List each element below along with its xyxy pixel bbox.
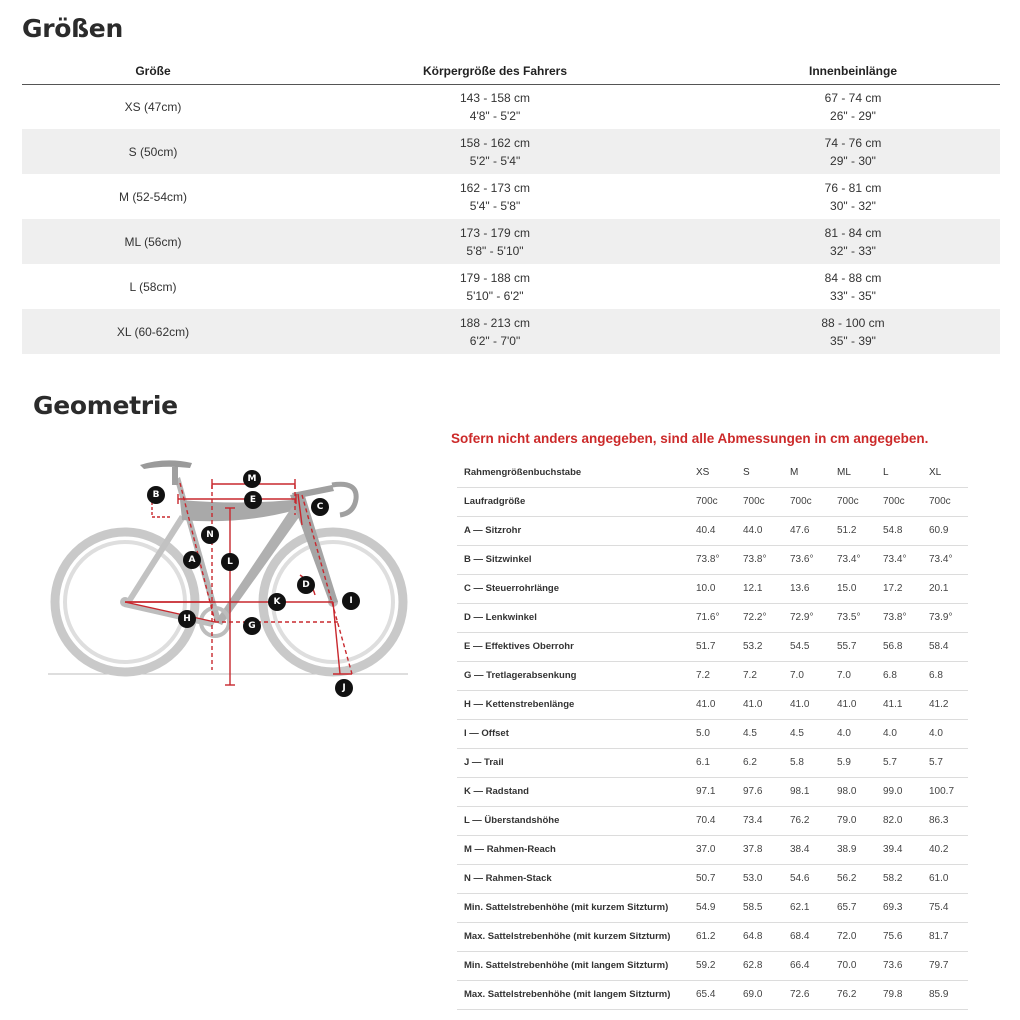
geometry-value: 4.0 — [876, 719, 922, 748]
geometry-row — [457, 893, 968, 922]
geometry-value: 60.9 — [922, 516, 968, 545]
geometry-value: 98.1 — [783, 777, 830, 806]
inseam-cm: 81 - 84 cm — [824, 225, 882, 240]
geometry-value: 41.2 — [922, 690, 968, 719]
inseam-cell — [706, 84, 1000, 129]
geometry-value: 58.5 — [736, 893, 783, 922]
geometry-value: 53.0 — [736, 864, 783, 893]
geometry-value: 58.2 — [876, 864, 922, 893]
marker-k — [268, 593, 286, 611]
size-cell: XL (60-62cm) — [22, 309, 284, 354]
geometry-value: 700c — [922, 487, 968, 516]
geometry-value: 73.4° — [922, 545, 968, 574]
geometry-value: 73.4 — [736, 806, 783, 835]
geometry-value: 700c — [689, 487, 736, 516]
geometry-value: 700c — [876, 487, 922, 516]
height-cm: 143 - 158 cm — [459, 90, 531, 105]
geometry-row — [457, 690, 968, 719]
geometry-value: 5.9 — [830, 748, 876, 777]
geometry-value: 37.0 — [689, 835, 736, 864]
svg-text:E: E — [249, 495, 257, 505]
geometry-value: 6.2 — [736, 748, 783, 777]
geometry-value: 20.1 — [922, 574, 968, 603]
geometry-row — [457, 719, 968, 748]
geometry-label: Max. Sattelstrebenhöhe (mit kurzem Sitzturm) — [457, 922, 689, 951]
geometry-value: 97.1 — [689, 777, 736, 806]
geometry-label: Max. Sattelstrebenhöhe (mit langem Sitzturm) — [457, 980, 689, 1009]
geometry-label: M — Rahmen-Reach — [457, 835, 689, 864]
inseam-cell — [706, 264, 1000, 309]
geometry-row — [457, 806, 968, 835]
geometry-value: 4.5 — [736, 719, 783, 748]
inseam-in: 30" - 32" — [830, 198, 876, 213]
marker-a — [183, 551, 201, 569]
svg-text:D: D — [302, 580, 310, 590]
svg-text:H: H — [183, 614, 191, 624]
geometry-value: 68.4 — [783, 922, 830, 951]
geometry-value: 73.8° — [876, 603, 922, 632]
geometry-label: K — Radstand — [457, 777, 689, 806]
geometry-label: Min. Sattelstrebenhöhe (mit langem Sitzturm) — [457, 951, 689, 980]
geometry-value: 39.4 — [876, 835, 922, 864]
rider-height-cell — [284, 84, 706, 129]
header-rider-height: Körpergröße des Fahrers — [284, 58, 706, 84]
geometry-value: 5.0 — [689, 719, 736, 748]
inseam-cell — [706, 129, 1000, 174]
height-in: 5'8" - 5'10" — [466, 243, 524, 258]
geometry-value: 81.7 — [922, 922, 968, 951]
geometry-value: 40.2 — [922, 835, 968, 864]
geometry-row — [457, 951, 968, 980]
inseam-cell — [706, 219, 1000, 264]
size-col-m: M — [783, 458, 830, 487]
geometry-value: 7.0 — [783, 661, 830, 690]
geometry-value: 50.7 — [689, 864, 736, 893]
geometry-value: 54.9 — [689, 893, 736, 922]
inseam-in: 26" - 29" — [830, 108, 876, 123]
header-size: Größe — [22, 58, 284, 84]
height-cm: 162 - 173 cm — [459, 180, 531, 195]
geometry-row — [457, 748, 968, 777]
geometry-row — [457, 835, 968, 864]
height-in: 5'2" - 5'4" — [469, 153, 521, 168]
geometry-value: 5.7 — [876, 748, 922, 777]
geometry-label: L — Überstandshöhe — [457, 806, 689, 835]
header-inseam: Innenbeinlänge — [706, 58, 1000, 84]
height-cm: 158 - 162 cm — [459, 135, 531, 150]
geometry-label: E — Effektives Oberrohr — [457, 632, 689, 661]
geometry-value: 73.4° — [830, 545, 876, 574]
geometry-value: 62.8 — [736, 951, 783, 980]
geometry-value: 73.8° — [689, 545, 736, 574]
geometry-row — [457, 632, 968, 661]
geometry-value: 38.9 — [830, 835, 876, 864]
geometry-value: 97.6 — [736, 777, 783, 806]
geometry-value: 41.1 — [876, 690, 922, 719]
geometry-value: 55.7 — [830, 632, 876, 661]
geometry-row — [457, 777, 968, 806]
size-cell: S (50cm) — [22, 129, 284, 174]
geometry-row — [457, 922, 968, 951]
geometry-value: 70.0 — [830, 951, 876, 980]
geometry-value: 73.8° — [736, 545, 783, 574]
geometry-value: 72.6 — [783, 980, 830, 1009]
geometry-value: 7.0 — [830, 661, 876, 690]
frame-size-label: Rahmengrößenbuchstabe — [457, 458, 689, 487]
rider-height-cell — [284, 174, 706, 219]
inseam-cm: 74 - 76 cm — [824, 135, 882, 150]
geometry-value: 51.7 — [689, 632, 736, 661]
size-table-header — [22, 58, 1000, 84]
size-row — [22, 84, 1000, 129]
svg-text:L: L — [227, 557, 233, 567]
height-cm: 173 - 179 cm — [459, 225, 531, 240]
geometry-value: 38.4 — [783, 835, 830, 864]
size-row — [22, 129, 1000, 174]
geometry-value: 4.5 — [783, 719, 830, 748]
geometry-value: 54.8 — [876, 516, 922, 545]
geometry-value: 73.6° — [783, 545, 830, 574]
geometry-value: 75.4 — [922, 893, 968, 922]
inseam-in: 29" - 30" — [830, 153, 876, 168]
geometry-value: 85.9 — [922, 980, 968, 1009]
marker-j — [335, 679, 353, 697]
svg-text:B: B — [152, 490, 160, 500]
size-cell: M (52-54cm) — [118, 189, 187, 204]
geometry-value: 6.8 — [922, 661, 968, 690]
geometry-value: 65.4 — [689, 980, 736, 1009]
geometry-value: 700c — [736, 487, 783, 516]
svg-text:N: N — [206, 530, 214, 540]
geometry-value: 41.0 — [689, 690, 736, 719]
marker-l — [221, 553, 239, 571]
geometry-value: 41.0 — [783, 690, 830, 719]
height-in: 4'8" - 5'2" — [469, 108, 521, 123]
geometry-label: B — Sitzwinkel — [457, 545, 689, 574]
geometry-label: A — Sitzrohr — [457, 516, 689, 545]
geometry-value: 700c — [830, 487, 876, 516]
geometry-value: 72.0 — [830, 922, 876, 951]
geometry-value: 7.2 — [689, 661, 736, 690]
svg-text:I: I — [349, 596, 353, 606]
geometry-title: Geometrie — [33, 391, 178, 420]
marker-d — [297, 576, 315, 594]
geometry-value: 12.1 — [736, 574, 783, 603]
size-col-s: S — [736, 458, 783, 487]
geometry-value: 44.0 — [736, 516, 783, 545]
inseam-cm: 67 - 74 cm — [824, 90, 882, 105]
geometry-label: Min. Sattelstrebenhöhe (mit kurzem Sitzturm) — [457, 893, 689, 922]
geometry-value: 82.0 — [876, 806, 922, 835]
geometry-value: 6.8 — [876, 661, 922, 690]
geometry-value: 53.2 — [736, 632, 783, 661]
svg-text:M: M — [247, 474, 257, 484]
geometry-value: 79.8 — [876, 980, 922, 1009]
geometry-value: 5.8 — [783, 748, 830, 777]
size-table — [22, 58, 1000, 354]
inseam-in: 32" - 33" — [830, 243, 876, 258]
rider-height-cell — [284, 309, 706, 354]
geometry-value: 56.8 — [876, 632, 922, 661]
geometry-value: 73.5° — [830, 603, 876, 632]
geometry-value: 700c — [783, 487, 830, 516]
inseam-cell — [706, 174, 1000, 219]
inseam-cm: 84 - 88 cm — [824, 270, 882, 285]
size-row — [22, 219, 1000, 264]
size-col-ml: ML — [830, 458, 876, 487]
geometry-value: 56.2 — [830, 864, 876, 893]
size-row — [22, 309, 1000, 354]
rider-height-cell — [284, 219, 706, 264]
geometry-label: J — Trail — [457, 748, 689, 777]
inseam-cm: 76 - 81 cm — [824, 180, 882, 195]
geometry-value: 79.7 — [922, 951, 968, 980]
geometry-row — [457, 864, 968, 893]
geometry-value: 72.9° — [783, 603, 830, 632]
geometry-header-row — [457, 458, 968, 487]
geometry-value: 61.2 — [689, 922, 736, 951]
geometry-value: 37.8 — [736, 835, 783, 864]
svg-text:G: G — [248, 621, 256, 631]
marker-c — [311, 498, 329, 516]
geometry-value: 75.6 — [876, 922, 922, 951]
geometry-label: C — Steuerrohrlänge — [457, 574, 689, 603]
geometry-value: 4.0 — [922, 719, 968, 748]
geometry-value: 17.2 — [876, 574, 922, 603]
geometry-value: 69.0 — [736, 980, 783, 1009]
marker-b — [147, 486, 165, 504]
units-note: Sofern nicht anders angegeben, sind alle Abmessungen in cm angegeben. — [451, 431, 929, 446]
marker-g — [243, 617, 261, 635]
geometry-row — [457, 661, 968, 690]
geometry-label: Laufradgröße — [457, 487, 689, 516]
inseam-cell — [706, 309, 1000, 354]
geometry-value: 72.2° — [736, 603, 783, 632]
size-cell: XS (47cm) — [124, 99, 182, 114]
geometry-row — [457, 545, 968, 574]
geometry-value: 58.4 — [922, 632, 968, 661]
geometry-value: 4.0 — [830, 719, 876, 748]
geometry-value: 64.8 — [736, 922, 783, 951]
geometry-value: 47.6 — [783, 516, 830, 545]
geometry-value: 51.2 — [830, 516, 876, 545]
geometry-label: N — Rahmen-Stack — [457, 864, 689, 893]
geometry-value: 73.4° — [876, 545, 922, 574]
geometry-label: G — Tretlagerabsenkung — [457, 661, 689, 690]
inseam-in: 35" - 39" — [830, 333, 876, 348]
geometry-value: 13.6 — [783, 574, 830, 603]
geometry-row — [457, 603, 968, 632]
geometry-value: 65.7 — [830, 893, 876, 922]
size-col-l: L — [876, 458, 922, 487]
geometry-value: 71.6° — [689, 603, 736, 632]
geometry-label: D — Lenkwinkel — [457, 603, 689, 632]
geometry-value: 70.4 — [689, 806, 736, 835]
size-cell: L (58cm) — [129, 279, 177, 294]
geometry-row — [457, 487, 968, 516]
geometry-value: 5.7 — [922, 748, 968, 777]
rider-height-cell — [284, 129, 706, 174]
size-cell: ML (56cm) — [22, 219, 284, 264]
geometry-value: 76.2 — [783, 806, 830, 835]
geometry-value: 59.2 — [689, 951, 736, 980]
geometry-value: 69.3 — [876, 893, 922, 922]
geometry-value: 73.9° — [922, 603, 968, 632]
marker-e — [244, 491, 262, 509]
size-row — [22, 264, 1000, 309]
geometry-value: 79.0 — [830, 806, 876, 835]
geometry-value: 100.7 — [922, 777, 968, 806]
geometry-row — [457, 516, 968, 545]
height-in: 5'4" - 5'8" — [469, 198, 521, 213]
geometry-value: 86.3 — [922, 806, 968, 835]
size-col-xs: XS — [689, 458, 736, 487]
geometry-value: 15.0 — [830, 574, 876, 603]
bike-geometry-diagram — [40, 455, 420, 705]
geometry-table — [457, 458, 968, 1010]
geometry-value: 6.1 — [689, 748, 736, 777]
size-row — [22, 174, 1000, 219]
inseam-in: 33" - 35" — [830, 288, 876, 303]
svg-text:C: C — [316, 502, 324, 512]
geometry-value: 10.0 — [689, 574, 736, 603]
geometry-value: 54.6 — [783, 864, 830, 893]
geometry-value: 62.1 — [783, 893, 830, 922]
svg-text:A: A — [188, 555, 196, 565]
geometry-value: 98.0 — [830, 777, 876, 806]
geometry-value: 76.2 — [830, 980, 876, 1009]
marker-m — [243, 470, 261, 488]
geometry-value: 66.4 — [783, 951, 830, 980]
geometry-value: 54.5 — [783, 632, 830, 661]
rider-height-cell — [284, 264, 706, 309]
height-cm: 188 - 213 cm — [459, 315, 531, 330]
geometry-value: 40.4 — [689, 516, 736, 545]
geometry-row — [457, 980, 968, 1009]
geometry-value: 41.0 — [830, 690, 876, 719]
geometry-value: 41.0 — [736, 690, 783, 719]
inseam-cm: 88 - 100 cm — [821, 315, 885, 330]
height-in: 5'10" - 6'2" — [466, 288, 524, 303]
height-cm: 179 - 188 cm — [459, 270, 531, 285]
svg-text:K: K — [273, 597, 281, 607]
marker-i — [342, 592, 360, 610]
size-col-xl: XL — [922, 458, 968, 487]
svg-text:J: J — [342, 683, 346, 693]
marker-n — [201, 526, 219, 544]
geometry-value: 61.0 — [922, 864, 968, 893]
marker-h — [178, 610, 196, 628]
geometry-label: I — Offset — [457, 719, 689, 748]
geometry-value: 73.6 — [876, 951, 922, 980]
geometry-row — [457, 574, 968, 603]
sizes-title: Größen — [22, 14, 123, 43]
geometry-value: 99.0 — [876, 777, 922, 806]
geometry-label: H — Kettenstrebenlänge — [457, 690, 689, 719]
height-in: 6'2" - 7'0" — [469, 333, 521, 348]
geometry-value: 7.2 — [736, 661, 783, 690]
